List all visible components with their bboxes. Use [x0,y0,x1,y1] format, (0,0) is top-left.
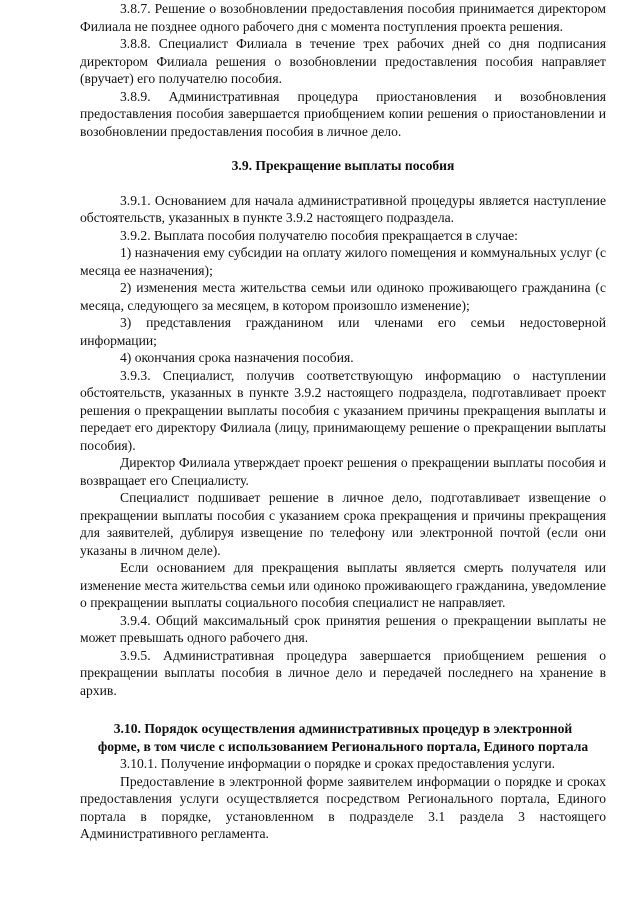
list-item-2: 2) изменения места жительства семьи или одиноко проживающего гражданина (с месяца, следующего за месяцем, в котором произошло изменение); [80,280,606,313]
paragraph-3-8-8: 3.8.8. Специалист Филиала в течение трех рабочих дней со дня подписания директором Филиала решения о возобновлении предоставления пособия направляет (вручает) его получателю пособия. [80,36,606,86]
paragraph-3-8-7: 3.8.7. Решение о возобновлении предоставления пособия принимается директором Филиала не позднее одного рабочего дня с момента поступления проекта решения. [80,1,606,34]
paragraph-3-10-1: 3.10.1. Получение информации о порядке и сроках предоставления услуги. [120,756,556,771]
document-page [80,0,606,843]
paragraph-3-9-5: 3.9.5. Административная процедура завершается приобщением решения о прекращении выплаты пособия в личное дело и передачей последнего на хранение в архив. [80,647,606,698]
paragraph-3-9-3: 3.9.3. Специалист, получив соответствующую информацию о наступлении обстоятельств, указанных в пункте 3.9.2 настоящего подраздела, подготавливает проект решения о прекращении выплаты пособия с указанием причины прекращения выплаты и передает его директору Филиала (лицу, принимающему решение о прекращении выплаты пособия). [80,367,606,453]
paragraph-3-8-9: 3.8.9. Административная процедура приостановления и возобновления предоставления пособия завершается приобщением копии решения о приостановлении и возобновлении предоставления пособия в личное дело. [80,88,606,139]
section-3-9-heading: 3.9. Прекращение выплаты пособия [231,158,455,173]
paragraph-electronic-info: Предоставление в электронной форме заявителем информации о порядке и сроках предоставления услуги осуществляется посредством Регионального портала, Единого портала в порядке, установленном в подразделе 3.1 раздела 3 настоящего Административного регламента. [80,773,606,841]
list-item-1: 1) назначения ему субсидии на оплату жилого помещения и коммунальных услуг (с месяца ее назначения); [80,245,606,278]
paragraph-3-9-4: 3.9.4. Общий максимальный срок принятия решения о прекращении выплаты не может превышать одного рабочего дня. [80,612,606,645]
paragraph-3-9-2: 3.9.2. Выплата пособия получателю пособия прекращается в случае: [120,227,518,243]
paragraph-3-9-1: 3.9.1. Основанием для начала административной процедуры является наступление обстоятельств, указанных в пункте 3.9.2 настоящего подраздела. [80,192,606,225]
paragraph-specialist: Специалист подшивает решение в личное дело, подготавливает извещение о прекращении выплаты пособия с указанием срока прекращения и причины прекращения для заявителей, дублируя извещение по телефону или электронной почтой (если они указаны в личном деле). [80,490,606,558]
list-item-3: 3) представления гражданином или членами его семьи недостоверной информации; [80,315,606,348]
paragraph-death-case: Если основанием для прекращения выплаты является смерть получателя или изменение места жительства семьи или одиноко проживающего гражданина, уведомление о прекращении выплаты социального пособия специалист не направляет. [80,560,606,610]
section-3-10-heading-line2: форме, в том числе с использованием Регионального портала, Единого портала [97,738,589,754]
section-3-10-heading-line1: 3.10. Порядок осуществления административных процедур в электронной [113,721,573,736]
paragraph-director: Директор Филиала утверждает проект решения о прекращении выплаты пособия и возвращает его Специалисту. [80,455,606,488]
list-item-4: 4) окончания срока назначения пособия. [120,350,354,365]
